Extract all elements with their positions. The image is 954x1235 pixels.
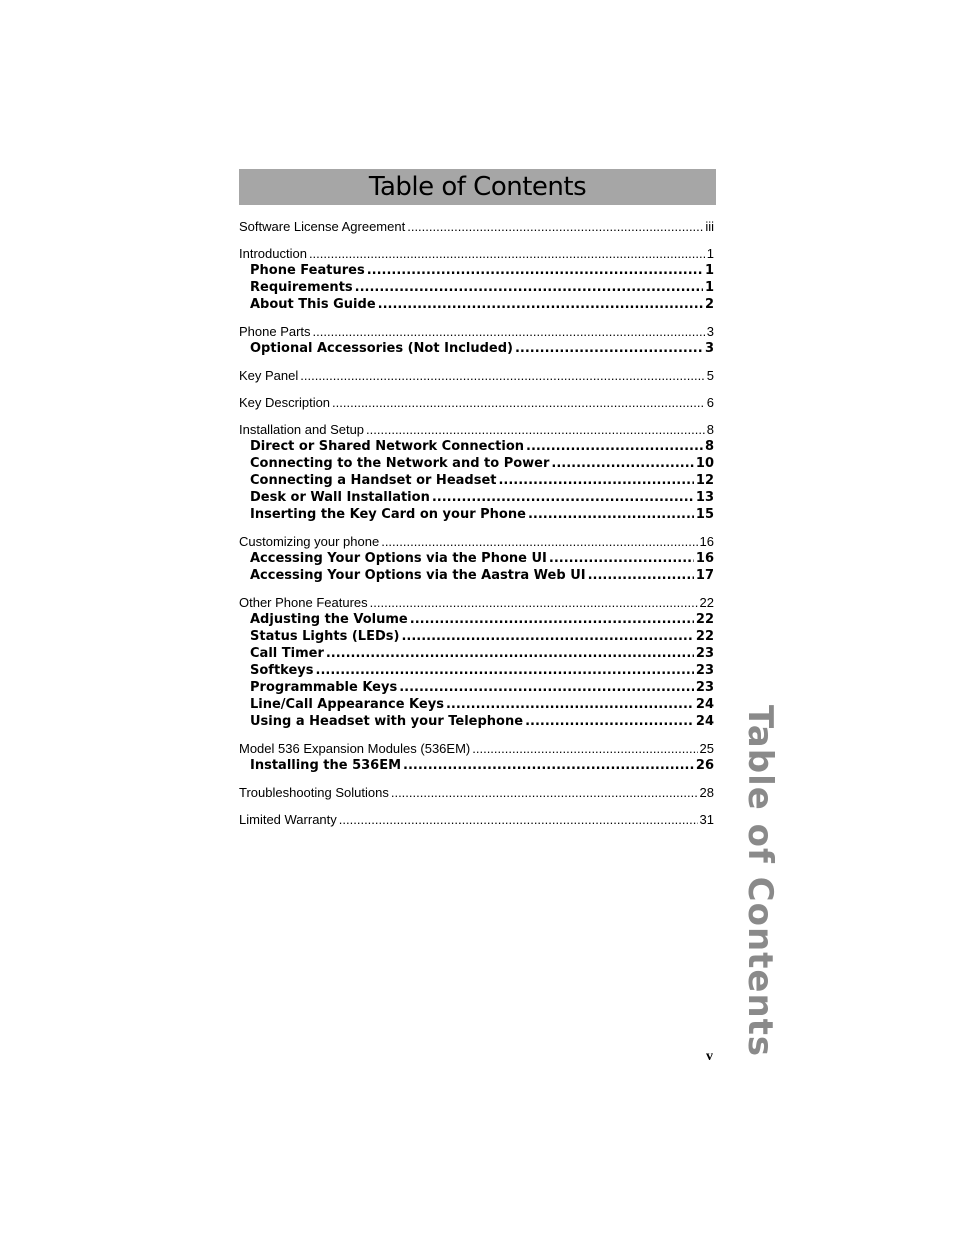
toc-entry-title: Optional Accessories (Not Included) <box>250 341 513 356</box>
toc-entry-page: 3 <box>704 341 714 356</box>
toc-entry[interactable] <box>239 740 714 757</box>
toc-entry-title: Software License Agreement <box>239 219 406 234</box>
toc-entry[interactable] <box>239 811 714 828</box>
dot-leader <box>391 784 698 801</box>
dot-leader <box>339 811 698 828</box>
toc-subentry[interactable] <box>239 489 714 506</box>
dot-leader <box>313 323 705 340</box>
toc-entry-page: 15 <box>695 507 714 522</box>
table-of-contents <box>239 218 714 828</box>
toc-subentry[interactable] <box>239 645 714 662</box>
toc-entry-page: 8 <box>704 439 714 454</box>
toc-subentry[interactable] <box>239 662 714 679</box>
page-title: Table of Contents <box>368 172 587 202</box>
dot-leader <box>332 394 705 411</box>
toc-subentry[interactable] <box>239 438 714 455</box>
toc-subentry[interactable] <box>239 679 714 696</box>
toc-subentry[interactable] <box>239 696 714 713</box>
dot-leader <box>528 506 694 523</box>
toc-entry-title: Line/Call Appearance Keys <box>250 697 444 712</box>
toc-entry-title: Installing the 536EM <box>250 758 402 773</box>
toc-entry-title: Adjusting the Volume <box>250 612 408 627</box>
dot-leader <box>407 218 703 235</box>
toc-subentry[interactable] <box>239 506 714 523</box>
toc-entry-title: Other Phone Features <box>239 595 368 610</box>
toc-entry[interactable] <box>239 421 714 438</box>
toc-entry-title: Programmable Keys <box>250 680 398 695</box>
toc-entry[interactable] <box>239 245 714 262</box>
dot-leader <box>432 489 694 506</box>
toc-entry-title: Status Lights (LEDs) <box>250 629 400 644</box>
toc-entry-title: Call Timer <box>250 646 324 661</box>
dot-leader <box>316 662 694 679</box>
toc-entry[interactable] <box>239 323 714 340</box>
toc-entry[interactable] <box>239 533 714 550</box>
toc-entry-title: Direct or Shared Network Connection <box>250 439 525 454</box>
dot-leader <box>410 611 694 628</box>
toc-subentry[interactable] <box>239 628 714 645</box>
toc-entry-title: Phone Parts <box>239 324 311 339</box>
toc-entry-page: 17 <box>695 568 714 583</box>
toc-entry-page: 24 <box>695 714 714 729</box>
toc-subentry[interactable] <box>239 262 714 279</box>
toc-entry-title: Phone Features <box>250 263 365 278</box>
toc-entry-title: Connecting to the Network and to Power <box>250 456 550 471</box>
side-tab-label: Table of Contents <box>740 705 780 1058</box>
toc-entry-title: Key Panel <box>239 368 299 383</box>
toc-entry-title: Accessing Your Options via the Aastra Web UI <box>250 568 586 583</box>
toc-entry-title: Customizing your phone <box>239 534 380 549</box>
toc-entry[interactable] <box>239 594 714 611</box>
dot-leader <box>326 645 694 662</box>
toc-entry-page: 22 <box>695 629 714 644</box>
toc-entry-page: 5 <box>706 368 714 383</box>
toc-subentry[interactable] <box>239 279 714 296</box>
toc-entry-page: 25 <box>699 741 714 756</box>
dot-leader <box>525 713 694 730</box>
dot-leader <box>498 472 693 489</box>
toc-subentry[interactable] <box>239 296 714 313</box>
toc-entry-title: Key Description <box>239 395 331 410</box>
toc-entry-page: 10 <box>695 456 714 471</box>
toc-entry-page: 23 <box>695 680 714 695</box>
dot-leader <box>381 533 697 550</box>
toc-entry-page: 16 <box>699 534 714 549</box>
dot-leader <box>549 550 694 567</box>
toc-entry-page: 26 <box>695 758 714 773</box>
dot-leader <box>446 696 694 713</box>
toc-entry-title: Inserting the Key Card on your Phone <box>250 507 526 522</box>
toc-entry[interactable] <box>239 367 714 384</box>
toc-entry-page: 22 <box>695 612 714 627</box>
toc-entry-page: 28 <box>699 785 714 800</box>
toc-entry-page: 8 <box>706 422 714 437</box>
toc-entry-page: 6 <box>706 395 714 410</box>
dot-leader <box>309 245 705 262</box>
page-number: v <box>706 1049 713 1064</box>
toc-entry-page: 1 <box>704 280 714 295</box>
toc-entry-page: 1 <box>706 246 714 261</box>
toc-entry-title: Troubleshooting Solutions <box>239 785 389 800</box>
toc-subentry[interactable] <box>239 567 714 584</box>
toc-entry-page: 1 <box>704 263 714 278</box>
toc-entry-page: 3 <box>706 324 714 339</box>
toc-entry-title: Connecting a Handset or Headset <box>250 473 497 488</box>
toc-subentry[interactable] <box>239 455 714 472</box>
dot-leader <box>355 279 703 296</box>
dot-leader <box>300 367 705 384</box>
toc-entry-title: Introduction <box>239 246 307 261</box>
title-banner <box>239 169 716 205</box>
toc-entry-page: 24 <box>695 697 714 712</box>
toc-entry-page: 16 <box>695 551 714 566</box>
toc-subentry[interactable] <box>239 757 714 774</box>
toc-entry-page: iii <box>705 219 714 234</box>
toc-entry-page: 23 <box>695 646 714 661</box>
toc-entry-title: Installation and Setup <box>239 422 365 437</box>
toc-subentry[interactable] <box>239 340 714 357</box>
toc-subentry[interactable] <box>239 472 714 489</box>
toc-entry[interactable] <box>239 218 714 235</box>
toc-entry-page: 22 <box>699 595 714 610</box>
toc-subentry[interactable] <box>239 713 714 730</box>
dot-leader <box>515 340 703 357</box>
toc-entry[interactable] <box>239 394 714 411</box>
toc-entry-title: Requirements <box>250 280 353 295</box>
dot-leader <box>399 679 694 696</box>
toc-entry-title: Model 536 Expansion Modules (536EM) <box>239 741 471 756</box>
toc-subentry[interactable] <box>239 550 714 567</box>
toc-entry-page: 31 <box>699 812 714 827</box>
dot-leader <box>367 262 703 279</box>
dot-leader <box>403 757 694 774</box>
toc-subentry[interactable] <box>239 611 714 628</box>
toc-entry-title: Using a Headset with your Telephone <box>250 714 524 729</box>
dot-leader <box>378 296 703 313</box>
dot-leader <box>401 628 693 645</box>
toc-entry-page: 23 <box>695 663 714 678</box>
toc-entry-title: Desk or Wall Installation <box>250 490 430 505</box>
dot-leader <box>526 438 703 455</box>
dot-leader <box>472 740 697 757</box>
toc-entry-page: 13 <box>695 490 714 505</box>
toc-entry-title: Softkeys <box>250 663 314 678</box>
dot-leader <box>551 455 694 472</box>
toc-entry-page: 12 <box>695 473 714 488</box>
dot-leader <box>370 594 698 611</box>
toc-entry[interactable] <box>239 784 714 801</box>
dot-leader <box>366 421 705 438</box>
toc-entry-page: 2 <box>704 297 714 312</box>
toc-entry-title: Limited Warranty <box>239 812 337 827</box>
toc-entry-title: Accessing Your Options via the Phone UI <box>250 551 547 566</box>
toc-entry-title: About This Guide <box>250 297 376 312</box>
dot-leader <box>588 567 694 584</box>
